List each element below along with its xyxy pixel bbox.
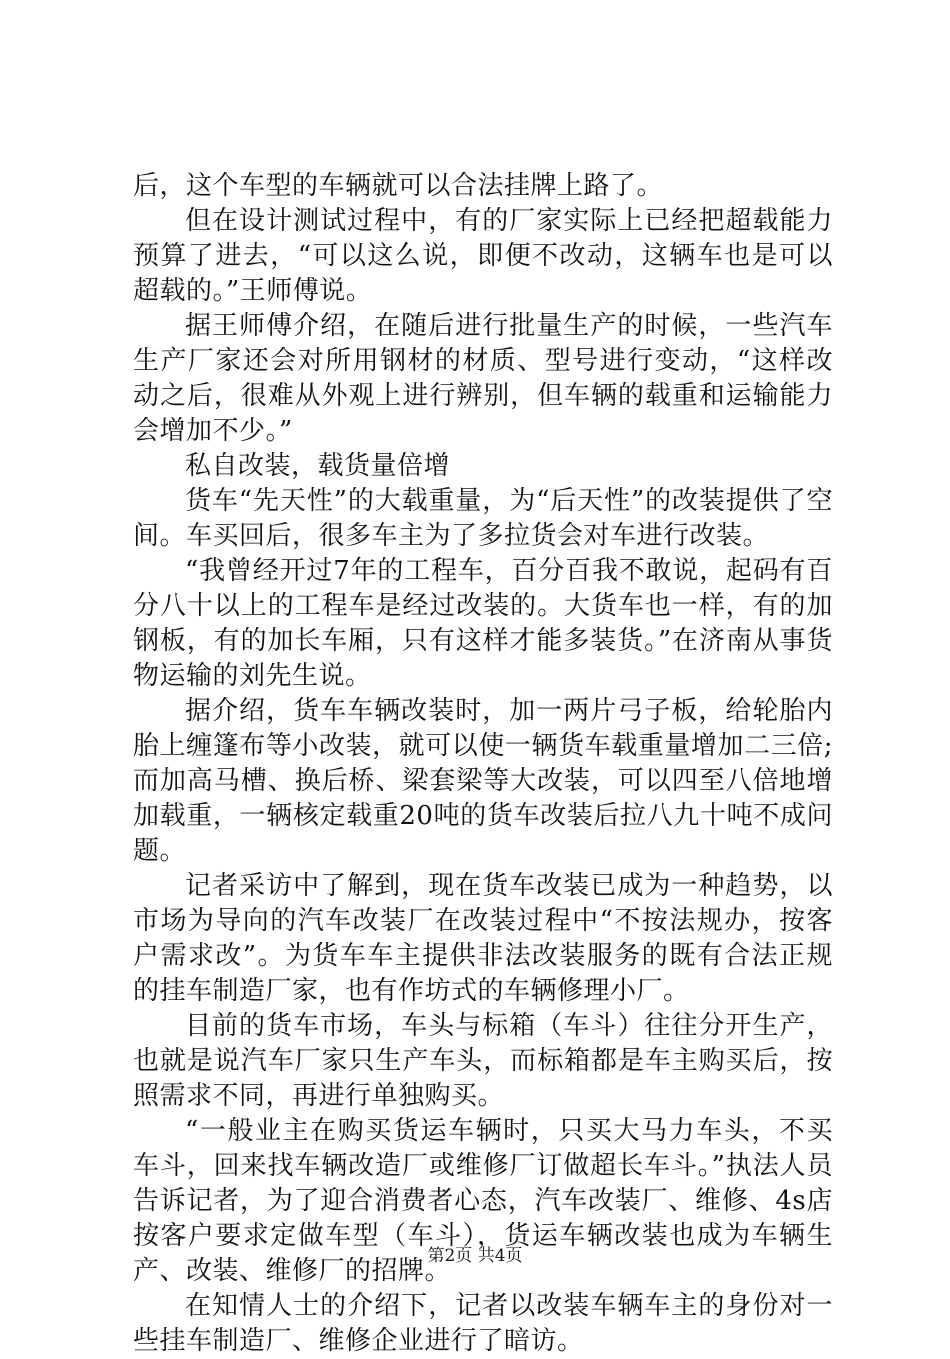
page-number: 第2页 共4页 — [427, 1246, 523, 1266]
paragraph-1: 后，这个车型的车辆就可以合法挂牌上路了。 — [133, 171, 664, 201]
paragraph-8: 记者采访中了解到，现在货车改装已成为一种趋势，以市场为导向的汽车改装厂在改装过程中“不按法规办，按客户需求改”。为货车车主提供非法改装服务的既有合法正规的挂车制造厂家，也有作坊式的车辆修理小厂。 — [133, 871, 833, 1006]
paragraph-10: “一般业主在购买货运车辆时，只买大马力车头，不买车斗，回来找车辆改造厂或维修厂订做超长车斗。”执法人员告诉记者，为了迎合消费者心态，汽车改装厂、维修、4s店按客户要求定做车型（车斗），货运车辆改装也成为车辆生产、改装、维修厂的招牌。 — [133, 1116, 833, 1286]
paragraph-11: 在知情人士的介绍下，记者以改装车辆车主的身份对一些挂车制造厂、维修企业进行了暗访。 — [133, 1291, 833, 1356]
section-heading: 私自改装，载货量倍增 — [185, 451, 451, 481]
paragraph-2: 但在设计测试过程中，有的厂家实际上已经把超载能力预算了进去，“可以这么说，即便不改动，这辆车也是可以超载的。”王师傅说。 — [133, 206, 833, 306]
paragraph-6: “我曾经开过7年的工程车，百分百我不敢说，起码有百分八十以上的工程车是经过改装的。大货车也一样，有的加钢板，有的加长车厢，只有这样才能多装货。”在济南从事货物运输的刘先生说。 — [133, 556, 833, 691]
paragraph-7: 据介绍，货车车辆改装时，加一两片弓子板，给轮胎内胎上缠篷布等小改装，就可以使一辆货车载重量增加二三倍;而加高马槽、换后桥、梁套梁等大改装，可以四至八倍地增加载重，一辆核定载重20吨的货车改装后拉八九十吨不成问题。 — [133, 696, 833, 866]
paragraph-9: 目前的货车市场，车头与标箱（车斗）往往分开生产，也就是说汽车厂家只生产车头，而标箱都是车主购买后，按照需求不同，再进行单独购买。 — [133, 1011, 833, 1111]
document-body — [133, 169, 833, 1359]
paragraph-3: 据王师傅介绍，在随后进行批量生产的时候，一些汽车生产厂家还会对所用钢材的材质、型号进行变动，“这样改动之后，很难从外观上进行辨别，但车辆的载重和运输能力会增加不少。” — [133, 311, 833, 446]
paragraph-5: 货车“先天性”的大载重量，为“后天性”的改装提供了空间。车买回后，很多车主为了多拉货会对车进行改装。 — [133, 486, 833, 551]
